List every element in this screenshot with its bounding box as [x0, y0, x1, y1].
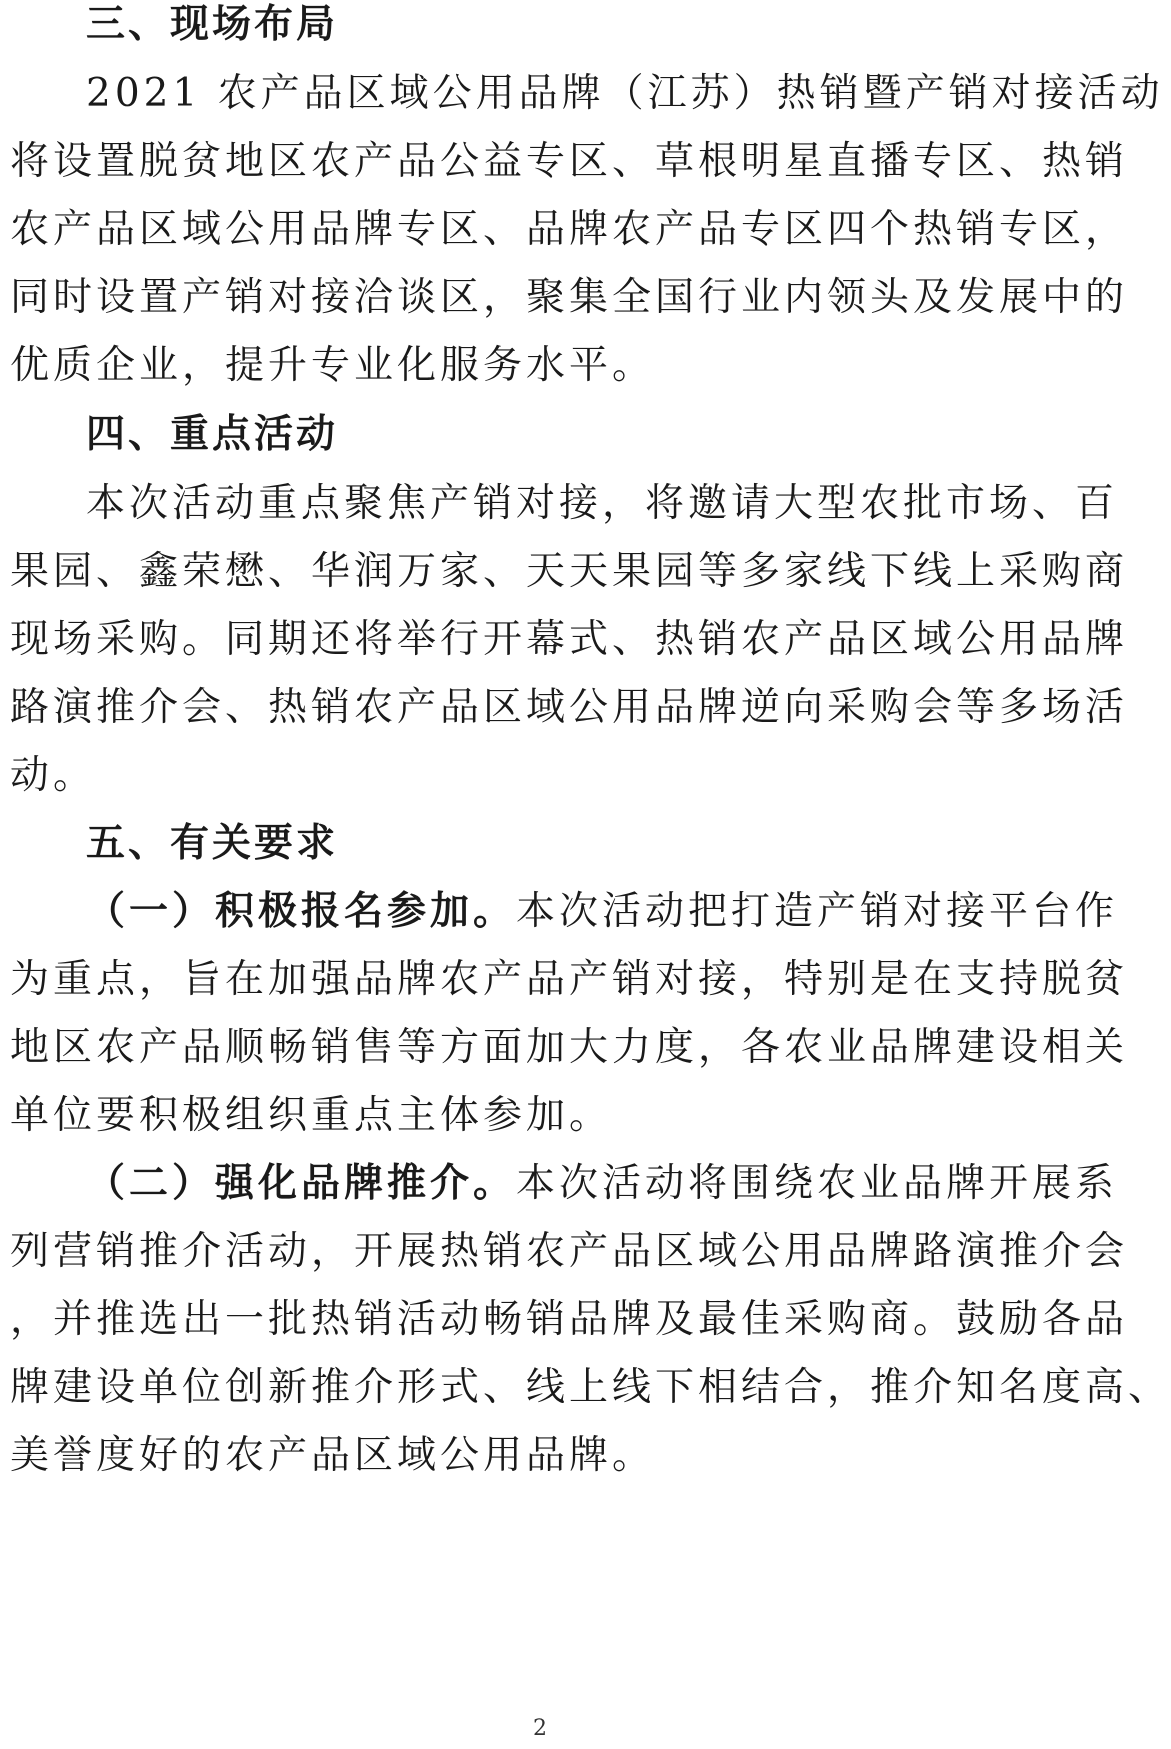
paragraph-line: ，并推选出一批热销活动畅销品牌及最佳采购商。鼓励各品: [10, 1297, 1129, 1342]
page-number: 2: [533, 1716, 547, 1741]
paragraph-line: 动。: [10, 753, 97, 798]
section-heading-activities: 四、重点活动: [86, 412, 339, 457]
paragraph-line: 将设置脱贫地区农产品公益专区、草根明星直播专区、热销: [10, 139, 1129, 184]
paragraph-line: 2021 农产品区域公用品牌（江苏）热销暨产销对接活动: [86, 71, 1164, 116]
paragraph-line: 农产品区域公用品牌专区、品牌农产品专区四个热销专区，: [10, 207, 1129, 252]
requirement-item-2-first-line: [86, 1146, 1119, 1222]
paragraph-line: 本次活动重点聚焦产销对接，将邀请大型农批市场、百: [86, 481, 1119, 526]
paragraph-line: 地区农产品顺畅销售等方面加大力度，各农业品牌建设相关: [10, 1025, 1129, 1070]
paragraph-line: 优质企业，提升专业化服务水平。: [10, 343, 656, 388]
paragraph-line: 美誉度好的农产品区域公用品牌。: [10, 1433, 656, 1478]
requirement-item-2-lead: （二）强化品牌推介。: [86, 1161, 517, 1206]
paragraph-line: 为重点，旨在加强品牌农产品产销对接，特别是在支持脱贫: [10, 957, 1129, 1002]
section-heading-requirements: 五、有关要求: [86, 821, 339, 866]
paragraph-line: 同时设置产销对接洽谈区，聚集全国行业内领头及发展中的: [10, 275, 1129, 320]
paragraph-line: 路演推介会、热销农产品区域公用品牌逆向采购会等多场活: [10, 685, 1129, 730]
paragraph-line: 单位要积极组织重点主体参加。: [10, 1093, 613, 1138]
requirement-item-1-text: 本次活动把打造产销对接平台作: [516, 889, 1119, 934]
requirement-item-2-text: 本次活动将围绕农业品牌开展系: [516, 1161, 1119, 1206]
section-heading-layout: 三、现场布局: [86, 2, 339, 47]
requirement-item-1-first-line: [86, 874, 1119, 950]
requirement-item-1-lead: （一）积极报名参加。: [86, 889, 517, 934]
paragraph-line: 列营销推介活动，开展热销农产品区域公用品牌路演推介会: [10, 1229, 1129, 1274]
paragraph-line: 现场采购。同期还将举行开幕式、热销农产品区域公用品牌: [10, 617, 1129, 662]
paragraph-line: 果园、鑫荣懋、华润万家、天天果园等多家线下线上采购商: [10, 549, 1129, 594]
paragraph-line: 牌建设单位创新推介形式、线上线下相结合，推介知名度高、: [10, 1365, 1171, 1410]
